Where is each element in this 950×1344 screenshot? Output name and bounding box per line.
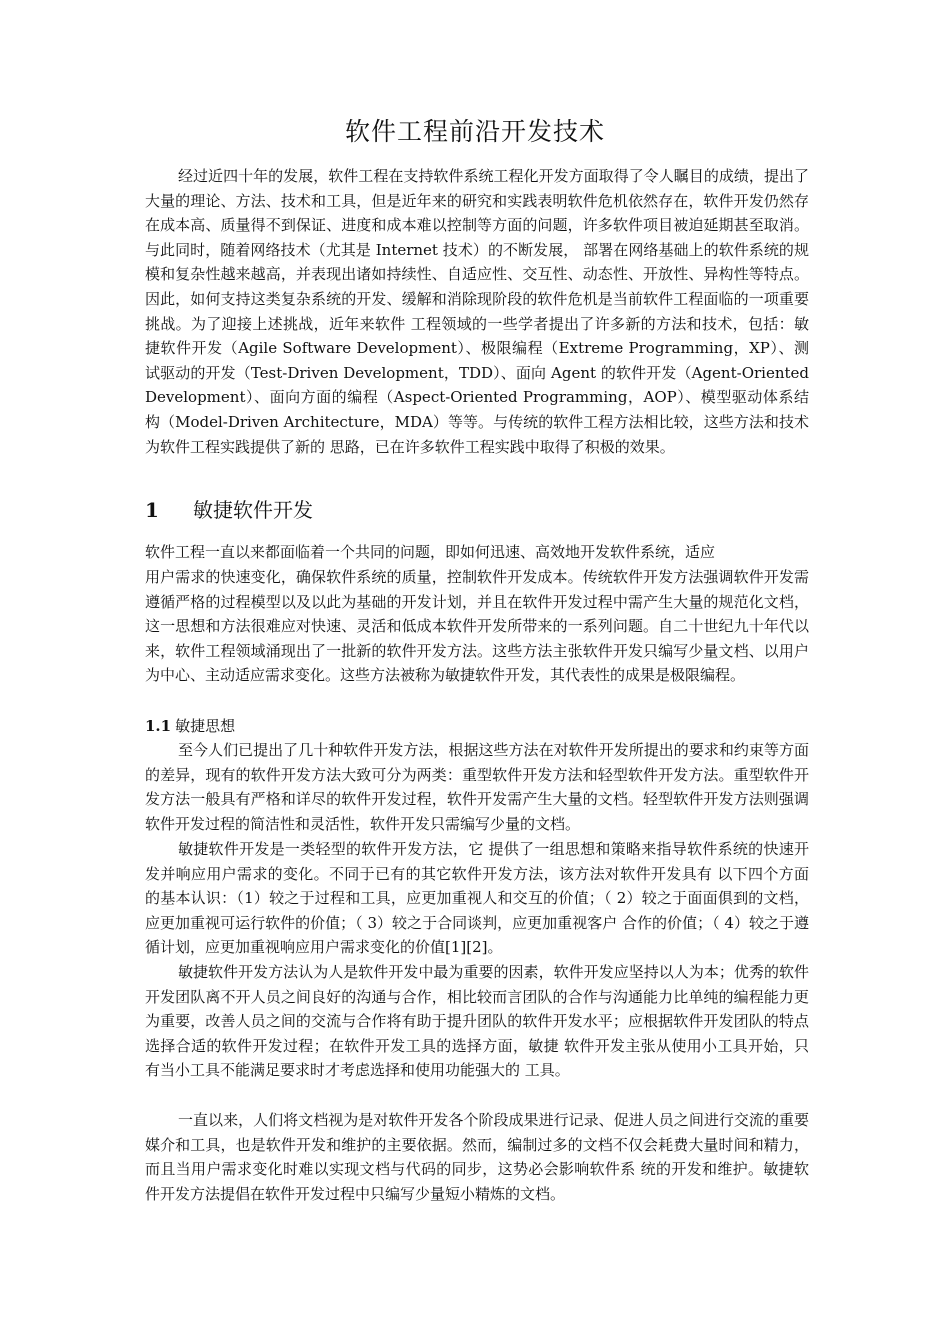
section-1-heading (145, 494, 313, 526)
section-1-1-paragraph-2: 敏捷软件开发是一类轻型的软件开发方法，它 提供了一组思想和策略来指导软件系统的快速开发并响应用户需求的变化。不同于已有的其它软件开发方法，该方法对软件开发具有 以下四个方面的基本认识：（1）较之于过程和工具，应更加重视人和交互的价值；（ 2）较之于面面俱到的文档，应更加重视可运行软件的价值；（ 3）较之于合同谈判，应更加重视客户 合作的价值；（ 4）较之于遵循计划，应更加重视响应用户需求变化的价值[1][2]。 (145, 840, 809, 957)
section-1-1-number: 1.1 (145, 717, 172, 735)
section-1-1-paragraph-1: 至今人们已提出了几十种软件开发方法，根据这些方法在对软件开发所提出的要求和约束等方面的差异，现有的软件开发方法大致可分为两类：重型软件开发方法和轻型软件开发方法。重型软件开发方法一般具有严格和详尽的软件开发过程，软件开发需产生大量的文档。轻型软件开发方法则强调软件开发过程的简洁性和灵活性，软件开发只需编写少量的文档。 (145, 741, 809, 833)
section-1-paragraph-line1: 软件工程一直以来都面临着一个共同的问题，即如何迅速、高效地开发软件系统，适应 (145, 543, 716, 561)
intro-paragraph: 经过近四十年的发展，软件工程在支持软件系统工程化开发方面取得了令人瞩目的成绩，提出了大量的理论、方法、技术和工具，但是近年来的研究和实践表明软件危机依然存在，软件开发仍然存在成本高、质量得不到保证、进度和成本难以控制等方面的问题，许多软件项目被迫延期甚至取消。与此同时，随着网络技术（尤其是 Internet 技术）的不断发展， 部署在网络基础上的软件系统的规模和复杂性越来越高，并表现出诸如持续性、自适应性、交互性、动态性、开放性、异构性等特点。因此，如何支持这类复杂系统的开发、缓解和消除现阶段的软件危机是当前软件工程面临的一项重要挑战。为了迎接上述挑战，近年来软件 工程领域的一些学者提出了许多新的方法和技术，包括：敏捷软件开发（Agile Software Development）、极限编程（Extreme Programming，XP）、测试驱动的开发（Test-Driven Development，TDD）、面向 Agent 的软件开发（Agent-Oriented Development）、面向方面的编程（Aspect-Oriented Programming，AOP）、模型驱动体系结构（Model-Driven Architecture，MDA）等等。与传统的软件工程方法相比较，这些方法和技术为软件工程实践提供了新的 思路，已在许多软件工程实践中取得了积极的效果。 (145, 167, 809, 456)
section-1-title: 敏捷软件开发 (193, 498, 313, 522)
section-1-1-paragraph-3: 敏捷软件开发方法认为人是软件开发中最为重要的因素，软件开发应坚持以人为本；优秀的软件开发团队离不开人员之间良好的沟通与合作，相比较而言团队的合作与沟通能力比单纯的编程能力更为重要，改善人员之间的交流与合作将有助于提升团队的软件开发水平；应根据软件开发团队的特点选择合适的软件开发过程；在软件开发工具的选择方面，敏捷 软件开发主张从使用小工具开始，只有当小工具不能满足要求时才考虑选择和使用功能强大的 工具。 (145, 963, 809, 1080)
section-1-1-paragraph-4: 一直以来，人们将文档视为是对软件开发各个阶段成果进行记录、促进人员之间进行交流的重要媒介和工具，也是软件开发和维护的主要依据。然而，编制过多的文档不仅会耗费大量时间和精力，而且当用户需求变化时难以实现文档与代码的同步，这势必会影响软件系 统的开发和维护。敏捷软件开发方法提倡在软件开发过程中只编写少量短小精炼的文档。 (145, 1111, 809, 1203)
section-1-number: 1 (145, 498, 159, 522)
document-title: 软件工程前沿开发技术 (344, 117, 605, 146)
section-1-1-title: 敏捷思想 (175, 717, 236, 735)
section-1-paragraph: 用户需求的快速变化，确保软件系统的质量，控制软件开发成本。传统软件开发方法强调软件开发需遵循严格的过程模型以及以此为基础的开发计划，并且在软件开发过程中需产生大量的规范化文档，这一思想和方法很难应对快速、灵活和低成本软件开发所带来的一系列问题。自二十世纪九十年代以来，软件工程领域涌现出了一批新的软件开发方法。这些方法主张软件开发只编写少量文档、以用户为中心、主动适应需求变化。这些方法被称为敏捷软件开发，其代表性的成果是极限编程。 (145, 568, 809, 685)
section-1-1-heading (145, 714, 235, 738)
